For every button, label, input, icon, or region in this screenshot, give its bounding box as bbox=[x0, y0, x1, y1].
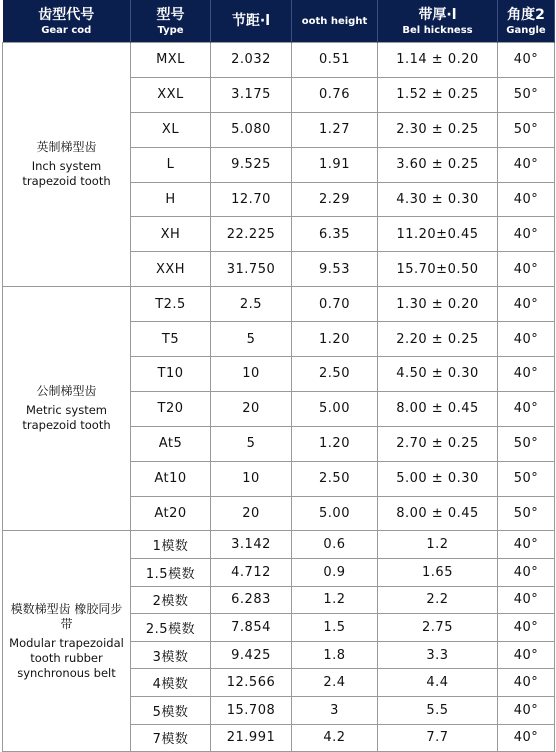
pitch-cell: 5 bbox=[211, 322, 292, 357]
tooth-height-cell: 3 bbox=[292, 697, 378, 725]
tooth-height-cell: 0.51 bbox=[292, 43, 378, 78]
type-cell: At10 bbox=[131, 461, 211, 496]
pitch-cell: 5 bbox=[211, 426, 292, 461]
type-cell: T10 bbox=[131, 357, 211, 392]
angle-cell: 40° bbox=[498, 391, 555, 426]
gear-code-en: Modular trapezoidal tooth rubber synchronous belt bbox=[9, 635, 124, 680]
gear-code-cn: 模数梯型齿 橡胶同步带 bbox=[10, 601, 123, 631]
belt-thickness-cell: 3.60 ± 0.25 bbox=[378, 147, 498, 182]
type-cell: 1模数 bbox=[131, 531, 211, 559]
tooth-height-cell: 6.35 bbox=[292, 217, 378, 252]
angle-cell: 40° bbox=[498, 182, 555, 217]
angle-cell: 40° bbox=[498, 614, 555, 642]
header-belt-thickness: 带厚·l Bel hickness bbox=[378, 0, 498, 43]
tooth-height-cell: 0.76 bbox=[292, 77, 378, 112]
angle-cell: 40° bbox=[498, 669, 555, 697]
pitch-cell: 20 bbox=[211, 496, 292, 531]
pitch-cell: 10 bbox=[211, 357, 292, 392]
pitch-cell: 21.991 bbox=[211, 724, 292, 752]
belt-thickness-cell: 2.20 ± 0.25 bbox=[378, 322, 498, 357]
type-cell: At20 bbox=[131, 496, 211, 531]
belt-thickness-cell: 5.5 bbox=[378, 697, 498, 725]
pitch-cell: 3.142 bbox=[211, 531, 292, 559]
gear-code-en: Inch system trapezoid tooth bbox=[22, 159, 111, 189]
tooth-height-cell: 1.8 bbox=[292, 641, 378, 669]
belt-thickness-cell: 4.4 bbox=[378, 669, 498, 697]
angle-cell: 50° bbox=[498, 496, 555, 531]
tooth-height-cell: 1.27 bbox=[292, 112, 378, 147]
header-pitch: 节距·l bbox=[211, 0, 292, 43]
type-cell: 1.5模数 bbox=[131, 559, 211, 587]
angle-cell: 50° bbox=[498, 77, 555, 112]
type-cell: T20 bbox=[131, 391, 211, 426]
pitch-cell: 2.5 bbox=[211, 287, 292, 322]
type-cell: 7模数 bbox=[131, 724, 211, 752]
pitch-cell: 2.032 bbox=[211, 43, 292, 78]
pitch-cell: 5.080 bbox=[211, 112, 292, 147]
type-cell: XH bbox=[131, 217, 211, 252]
type-cell: T2.5 bbox=[131, 287, 211, 322]
belt-thickness-cell: 1.30 ± 0.20 bbox=[378, 287, 498, 322]
header-angle: 角度2 Gangle bbox=[498, 0, 555, 43]
pitch-cell: 15.708 bbox=[211, 697, 292, 725]
header-gear-code: 齿型代号 Gear cod bbox=[3, 0, 131, 43]
type-cell: At5 bbox=[131, 426, 211, 461]
belt-thickness-cell: 8.00 ± 0.45 bbox=[378, 391, 498, 426]
pitch-cell: 20 bbox=[211, 391, 292, 426]
tooth-height-cell: 2.50 bbox=[292, 461, 378, 496]
type-cell: XXH bbox=[131, 252, 211, 287]
angle-cell: 40° bbox=[498, 724, 555, 752]
belt-thickness-cell: 5.00 ± 0.30 bbox=[378, 461, 498, 496]
type-cell: 3模数 bbox=[131, 641, 211, 669]
tooth-height-cell: 2.4 bbox=[292, 669, 378, 697]
tooth-height-cell: 2.50 bbox=[292, 357, 378, 392]
pitch-cell: 22.225 bbox=[211, 217, 292, 252]
angle-cell: 40° bbox=[498, 531, 555, 559]
type-cell: T5 bbox=[131, 322, 211, 357]
type-cell: 2模数 bbox=[131, 586, 211, 614]
tooth-height-cell: 5.00 bbox=[292, 496, 378, 531]
tooth-height-cell: 4.2 bbox=[292, 724, 378, 752]
belt-thickness-cell: 1.52 ± 0.25 bbox=[378, 77, 498, 112]
pitch-cell: 9.425 bbox=[211, 641, 292, 669]
angle-cell: 40° bbox=[498, 357, 555, 392]
tooth-height-cell: 1.2 bbox=[292, 586, 378, 614]
angle-cell: 40° bbox=[498, 43, 555, 78]
belt-thickness-cell: 7.7 bbox=[378, 724, 498, 752]
type-cell: H bbox=[131, 182, 211, 217]
belt-thickness-cell: 2.75 bbox=[378, 614, 498, 642]
type-cell: 5模数 bbox=[131, 697, 211, 725]
angle-cell: 50° bbox=[498, 426, 555, 461]
pitch-cell: 4.712 bbox=[211, 559, 292, 587]
type-cell: XXL bbox=[131, 77, 211, 112]
pitch-cell: 3.175 bbox=[211, 77, 292, 112]
belt-thickness-cell: 4.50 ± 0.30 bbox=[378, 357, 498, 392]
gear-code-cell bbox=[3, 287, 131, 531]
belt-thickness-cell: 2.2 bbox=[378, 586, 498, 614]
tooth-height-cell: 0.9 bbox=[292, 559, 378, 587]
angle-cell: 40° bbox=[498, 586, 555, 614]
belt-thickness-cell: 1.14 ± 0.20 bbox=[378, 43, 498, 78]
angle-cell: 40° bbox=[498, 322, 555, 357]
gear-code-en: Metric system trapezoid tooth bbox=[22, 403, 111, 433]
spec-table-body bbox=[3, 43, 555, 752]
tooth-height-cell: 1.91 bbox=[292, 147, 378, 182]
angle-cell: 50° bbox=[498, 461, 555, 496]
table-row bbox=[3, 43, 555, 78]
belt-thickness-cell: 11.20±0.45 bbox=[378, 217, 498, 252]
pitch-cell: 10 bbox=[211, 461, 292, 496]
angle-cell: 40° bbox=[498, 147, 555, 182]
pitch-cell: 31.750 bbox=[211, 252, 292, 287]
type-cell: L bbox=[131, 147, 211, 182]
table-row bbox=[3, 531, 555, 559]
type-cell: 2.5模数 bbox=[131, 614, 211, 642]
belt-thickness-cell: 1.2 bbox=[378, 531, 498, 559]
header-row bbox=[3, 0, 555, 43]
belt-thickness-cell: 3.3 bbox=[378, 641, 498, 669]
angle-cell: 40° bbox=[498, 287, 555, 322]
tooth-height-cell: 9.53 bbox=[292, 252, 378, 287]
angle-cell: 40° bbox=[498, 217, 555, 252]
header-tooth-height: ooth height bbox=[292, 0, 378, 43]
tooth-height-cell: 1.20 bbox=[292, 322, 378, 357]
gear-code-cell bbox=[3, 531, 131, 752]
angle-cell: 40° bbox=[498, 697, 555, 725]
pitch-cell: 6.283 bbox=[211, 586, 292, 614]
tooth-height-cell: 0.6 bbox=[292, 531, 378, 559]
gear-code-cn: 公制梯型齿 bbox=[36, 384, 97, 399]
tooth-height-cell: 0.70 bbox=[292, 287, 378, 322]
table-row bbox=[3, 287, 555, 322]
pitch-cell: 7.854 bbox=[211, 614, 292, 642]
gear-code-cn: 英制梯型齿 bbox=[36, 140, 97, 155]
angle-cell: 40° bbox=[498, 559, 555, 587]
belt-thickness-cell: 4.30 ± 0.30 bbox=[378, 182, 498, 217]
type-cell: MXL bbox=[131, 43, 211, 78]
pitch-cell: 12.70 bbox=[211, 182, 292, 217]
belt-thickness-cell: 2.30 ± 0.25 bbox=[378, 112, 498, 147]
angle-cell: 50° bbox=[498, 112, 555, 147]
belt-thickness-cell: 15.70±0.50 bbox=[378, 252, 498, 287]
tooth-height-cell: 1.20 bbox=[292, 426, 378, 461]
belt-thickness-cell: 2.70 ± 0.25 bbox=[378, 426, 498, 461]
type-cell: XL bbox=[131, 112, 211, 147]
belt-thickness-cell: 8.00 ± 0.45 bbox=[378, 496, 498, 531]
belt-thickness-cell: 1.65 bbox=[378, 559, 498, 587]
header-type: 型号 Type bbox=[131, 0, 211, 43]
type-cell: 4模数 bbox=[131, 669, 211, 697]
tooth-height-cell: 1.5 bbox=[292, 614, 378, 642]
spec-table bbox=[2, 0, 555, 752]
tooth-height-cell: 5.00 bbox=[292, 391, 378, 426]
belt-spec-sheet bbox=[2, 0, 554, 748]
pitch-cell: 12.566 bbox=[211, 669, 292, 697]
angle-cell: 40° bbox=[498, 252, 555, 287]
pitch-cell: 9.525 bbox=[211, 147, 292, 182]
gear-code-cell bbox=[3, 43, 131, 287]
tooth-height-cell: 2.29 bbox=[292, 182, 378, 217]
angle-cell: 40° bbox=[498, 641, 555, 669]
